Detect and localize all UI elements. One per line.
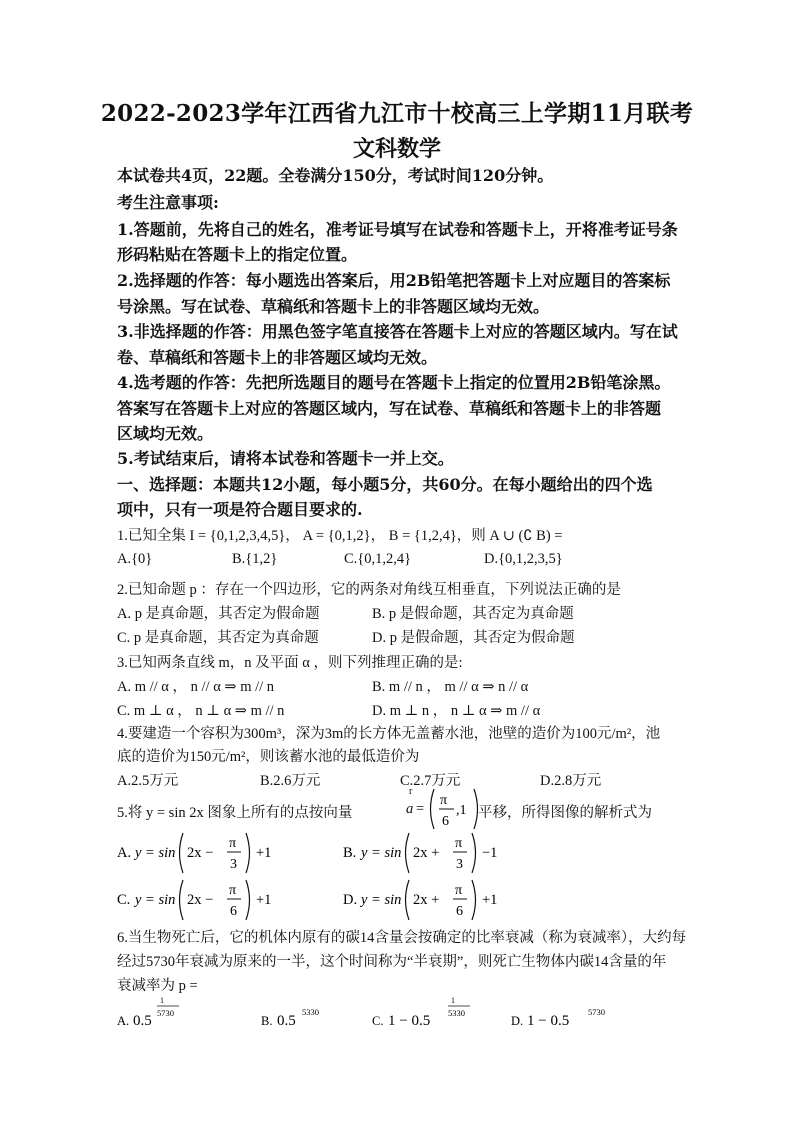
option-pre: y = sin: [135, 892, 176, 908]
option-b: B. p 是假命题，其否定为真命题: [372, 606, 574, 622]
option-label: A.: [117, 1014, 130, 1028]
question-stem: 1.已知全集 I = {0,1,2,3,4,5}， A = {0,1,2}， B = {1,2,4}，则 A ∪ (∁ B) =: [117, 528, 563, 544]
vector-eq: =: [416, 801, 425, 817]
intro-line: 考生注意事项:: [117, 193, 219, 212]
intro-line: 卷、草稿纸和答题卡上的非答题区域均无效。: [117, 348, 438, 367]
q5-option-d: [343, 877, 563, 923]
option-d: D. m ⊥ n ， n ⊥ α ⇒ m // α: [372, 703, 541, 719]
option-inner: 2x −: [187, 892, 214, 908]
option-b: B.2.6万元: [260, 773, 321, 789]
option-den: 6: [230, 904, 237, 919]
svg-text:1: 1: [160, 996, 164, 1005]
option-exp: 5730: [588, 1007, 605, 1017]
q6-option-c: [372, 996, 522, 1032]
question-stem: 衰减率为 p =: [117, 978, 198, 994]
option-pre: y = sin: [135, 845, 176, 861]
option-c: C.2.7万元: [400, 773, 461, 789]
option-d: D.{0,1,2,3,5}: [484, 551, 563, 567]
intro-line: 4.选考题的作答：先把所选题目的题号在答题卡上指定的位置用2B铅笔涂黑。: [117, 373, 671, 392]
option-label: B.: [343, 845, 357, 861]
exam-subtitle: 文科数学: [352, 136, 441, 162]
option-exp: 5330: [302, 1007, 319, 1017]
intro-line: 2.选择题的作答：每小题选出答案后，用2B铅笔把答题卡上对应题目的答案标: [117, 271, 671, 290]
exam-title: 2022-2023学年江西省九江市十校高三上学期11月联考: [100, 100, 694, 127]
option-base: 0.5: [133, 1013, 152, 1029]
option-label: A.: [117, 845, 132, 861]
section-heading: 项中，只有一项是符合题目要求的.: [117, 500, 363, 519]
option-c: C.{0,1,2,4}: [344, 551, 412, 567]
option-a: A. m // α ， n // α ⇒ m // n: [117, 679, 275, 695]
vector-mark: r: [409, 786, 413, 797]
question-stem: 4.要建造一个容积为300m³，深为3m的长方体无盖蓄水池，池壁的造价为100元/m²，池: [117, 726, 661, 742]
option-exp: 5730: [157, 1008, 174, 1018]
option-base: 1 − 0.5: [527, 1013, 570, 1029]
option-post: +1: [256, 845, 272, 861]
option-label: D.: [343, 892, 358, 908]
option-den: 3: [456, 857, 463, 872]
option-num: π: [229, 836, 237, 851]
svg-text:1: 1: [451, 996, 455, 1005]
question-stem: 底的造价为150元/m²，则该蓄水池的最低造价为: [117, 749, 420, 765]
option-b: B.{1,2}: [232, 551, 278, 567]
option-inner: 2x +: [413, 845, 440, 861]
option-c: C. p 是真命题，其否定为真命题: [117, 630, 319, 646]
question-stem: 2.已知命题 p ：存在一个四边形，它的两条对角线互相垂直，下列说法正确的是: [117, 582, 621, 598]
intro-line: 形码粘贴在答题卡上的指定位置。: [117, 245, 358, 264]
vector-y: ,1: [456, 803, 467, 818]
option-inner: 2x +: [413, 892, 440, 908]
option-c: C. m ⊥ α ， n ⊥ α ⇒ m // n: [117, 703, 285, 719]
option-num: π: [455, 883, 463, 898]
option-exp: 5330: [448, 1008, 465, 1018]
option-base: 1 − 0.5: [388, 1013, 431, 1029]
option-num: π: [229, 883, 237, 898]
q6-option-d: [511, 996, 661, 1032]
option-b: B. m // n ， m // α ⇒ n // α: [372, 679, 529, 695]
question-stem: 经过5730年衰减为原来的一半，这个时间称为“半衰期”，则死亡生物体内碳14含量的年: [117, 954, 667, 970]
intro-line: 3.非选择题的作答：用黑色签字笔直接答在答题卡上对应的答题区域内。写在试: [117, 322, 678, 341]
question-stem: 3.已知两条直线 m，n 及平面 α ，则下列推理正确的是:: [117, 655, 463, 671]
q5-option-c: [117, 877, 337, 923]
vector-x-num: π: [440, 793, 448, 808]
option-den: 3: [230, 857, 237, 872]
intro-line: 区域均无效。: [117, 424, 214, 443]
option-d: D.2.8万元: [540, 773, 602, 789]
question-stem: 6.当生物死亡后，它的机体内原有的碳14含量会按确定的比率衰减（称为衰减率），大约每: [117, 930, 687, 946]
option-label: B.: [261, 1014, 273, 1028]
option-base: 0.5: [277, 1013, 296, 1029]
option-post: +1: [256, 892, 272, 908]
option-inner: 2x −: [187, 845, 214, 861]
option-post: −1: [482, 845, 498, 861]
option-a: A. p 是真命题，其否定为假命题: [117, 606, 320, 622]
option-a: A.2.5万元: [117, 773, 179, 789]
question-stem: 5.将 y = sin 2x 图象上所有的点按向量: [117, 805, 353, 821]
option-pre: y = sin: [361, 845, 402, 861]
option-label: C.: [372, 1014, 384, 1028]
intro-line: 1.答题前，先将自己的姓名，准考证号填写在试卷和答题卡上，开将准考证号条: [117, 220, 678, 239]
option-a: A.{0}: [117, 551, 153, 567]
intro-line: 号涂黑。写在试卷、草稿纸和答题卡上的非答题区域均无效。: [117, 297, 550, 316]
vector-x-den: 6: [442, 814, 449, 829]
vector-symbol: a: [406, 801, 414, 817]
question-stem-tail: 平移，所得图像的解析式为: [478, 805, 652, 821]
option-num: π: [455, 836, 463, 851]
option-label: D.: [511, 1014, 524, 1028]
section-heading: 一、选择题：本题共12小题，每小题5分，共60分。在每小题给出的四个选: [117, 475, 653, 494]
option-label: C.: [117, 892, 131, 908]
q5-option-a: [117, 830, 337, 876]
option-d: D. p 是假命题，其否定为假命题: [372, 630, 575, 646]
option-post: +1: [482, 892, 498, 908]
q6-option-a: [117, 996, 267, 1032]
q5-option-b: [343, 830, 563, 876]
option-den: 6: [456, 904, 463, 919]
intro-line: 本试卷共4页，22题。全卷满分150分，考试时间120分钟。: [117, 166, 554, 185]
intro-line: 5.考试结束后，请将本试卷和答题卡一并上交。: [117, 449, 454, 468]
intro-line: 答案写在答题卡上对应的答题区域内，写在试卷、草稿纸和答题卡上的非答题: [117, 399, 662, 418]
option-pre: y = sin: [361, 892, 402, 908]
